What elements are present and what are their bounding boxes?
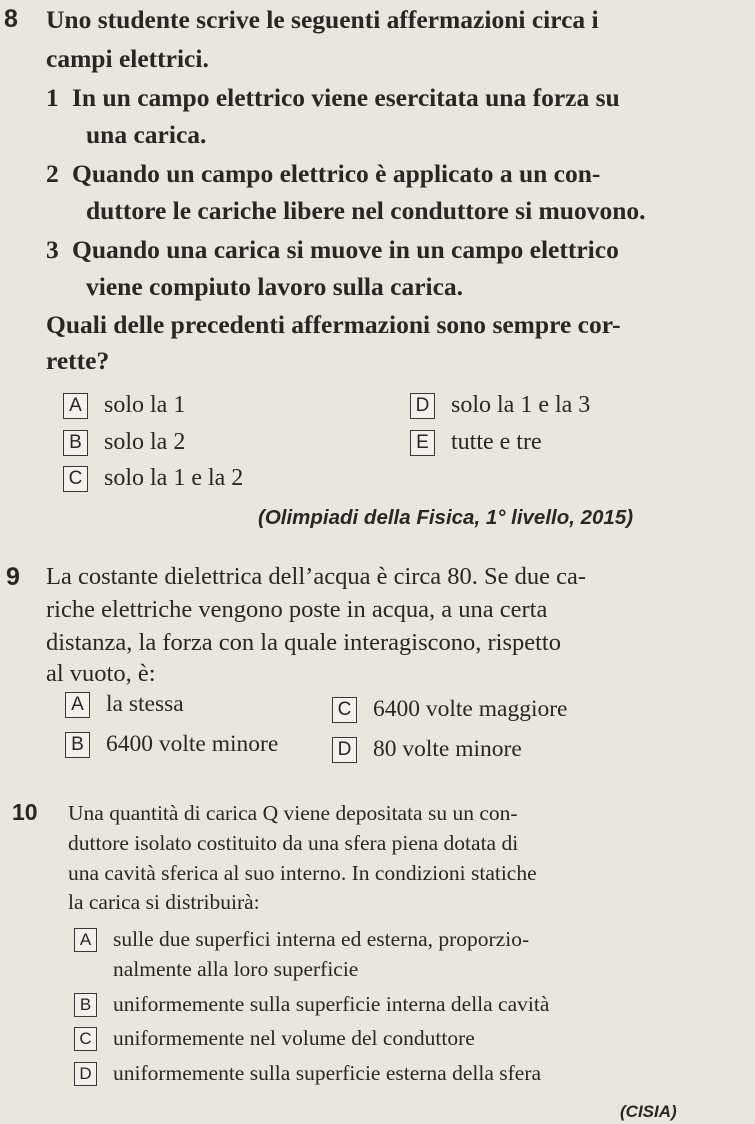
option-d-text[interactable]: 80 volte minore [373, 736, 522, 762]
option-c-text[interactable]: 6400 volte maggiore [373, 696, 568, 722]
question-number: 9 [6, 563, 20, 591]
question-text: La costante dielettrica dell’acqua è circa 80. Se due ca- [46, 563, 587, 590]
option-d-letter[interactable]: D [74, 1062, 97, 1086]
option-a-text[interactable]: nalmente alla loro superficie [113, 957, 359, 981]
question-number: 10 [12, 799, 38, 825]
question-prompt: Quali delle precedenti affermazioni sono sempre cor- [46, 310, 621, 339]
source-citation: (Olimpiadi della Fisica, 1° livello, 2015) [258, 506, 634, 529]
option-b-letter[interactable]: B [65, 732, 90, 758]
option-d-letter[interactable]: D [410, 393, 435, 419]
statement-text: duttore le cariche libere nel conduttore si muovono. [86, 196, 646, 225]
question-text: distanza, la forza con la quale interagiscono, rispetto [46, 629, 561, 656]
statement-text: In un campo elettrico viene esercitata una forza su [72, 83, 620, 112]
emphasis-word: sempre [492, 310, 572, 339]
question-prompt: rette? [46, 346, 110, 375]
question-text: campi elettrici. [46, 44, 209, 73]
option-a-text[interactable]: solo la 1 [104, 392, 186, 418]
option-b-text[interactable]: solo la 2 [104, 429, 186, 455]
option-a-letter[interactable]: A [63, 393, 88, 419]
option-b-text[interactable]: 6400 volte minore [106, 731, 279, 757]
statement-text: una carica. [86, 120, 207, 149]
option-d-text[interactable]: solo la 1 e la 3 [451, 392, 591, 418]
question-number: 8 [4, 5, 18, 33]
option-c-letter[interactable]: C [63, 466, 88, 492]
question-text: al vuoto, è: [46, 660, 156, 687]
option-a-letter[interactable]: A [74, 928, 97, 952]
statement-text: Quando un campo elettrico è applicato a un con- [72, 159, 601, 188]
option-e-text[interactable]: tutte e tre [451, 429, 542, 455]
option-d-letter[interactable]: D [332, 737, 357, 763]
question-text: riche elettriche vengono poste in acqua, a una certa [46, 596, 548, 623]
option-b-letter[interactable]: B [74, 993, 97, 1017]
option-c-text[interactable]: uniformemente nel volume del conduttore [113, 1026, 475, 1050]
question-text: duttore isolato costituito da una sfera piena dotata di [68, 831, 519, 855]
option-e-letter[interactable]: E [410, 430, 435, 456]
option-a-text[interactable]: la stessa [106, 691, 184, 717]
option-b-letter[interactable]: B [63, 430, 88, 456]
option-b-text[interactable]: uniformemente sulla superficie interna della cavità [113, 992, 550, 1016]
question-text: Una quantità di carica Q viene depositata su un con- [68, 801, 518, 825]
option-c-letter[interactable]: C [74, 1027, 97, 1051]
statement-text: viene compiuto lavoro sulla carica. [86, 272, 464, 301]
question-text: una cavità sferica al suo interno. In condizioni statiche [68, 861, 537, 885]
statement-number: 3 [46, 235, 59, 264]
statement-number: 2 [46, 159, 59, 188]
option-c-text[interactable]: solo la 1 e la 2 [104, 465, 244, 491]
source-citation: (CISIA) [620, 1102, 677, 1121]
statement-number: 1 [46, 83, 59, 112]
option-c-letter[interactable]: C [332, 697, 357, 723]
option-a-text[interactable]: sulle due superfici interna ed esterna, proporzio- [113, 927, 530, 951]
statement-text: Quando una carica si muove in un campo elettrico [72, 235, 619, 264]
option-a-letter[interactable]: A [65, 692, 90, 718]
option-d-text[interactable]: uniformemente sulla superficie esterna della sfera [113, 1061, 542, 1085]
question-text: la carica si distribuirà: [68, 890, 260, 914]
question-text: Uno studente scrive le seguenti affermazioni circa i [46, 5, 599, 34]
